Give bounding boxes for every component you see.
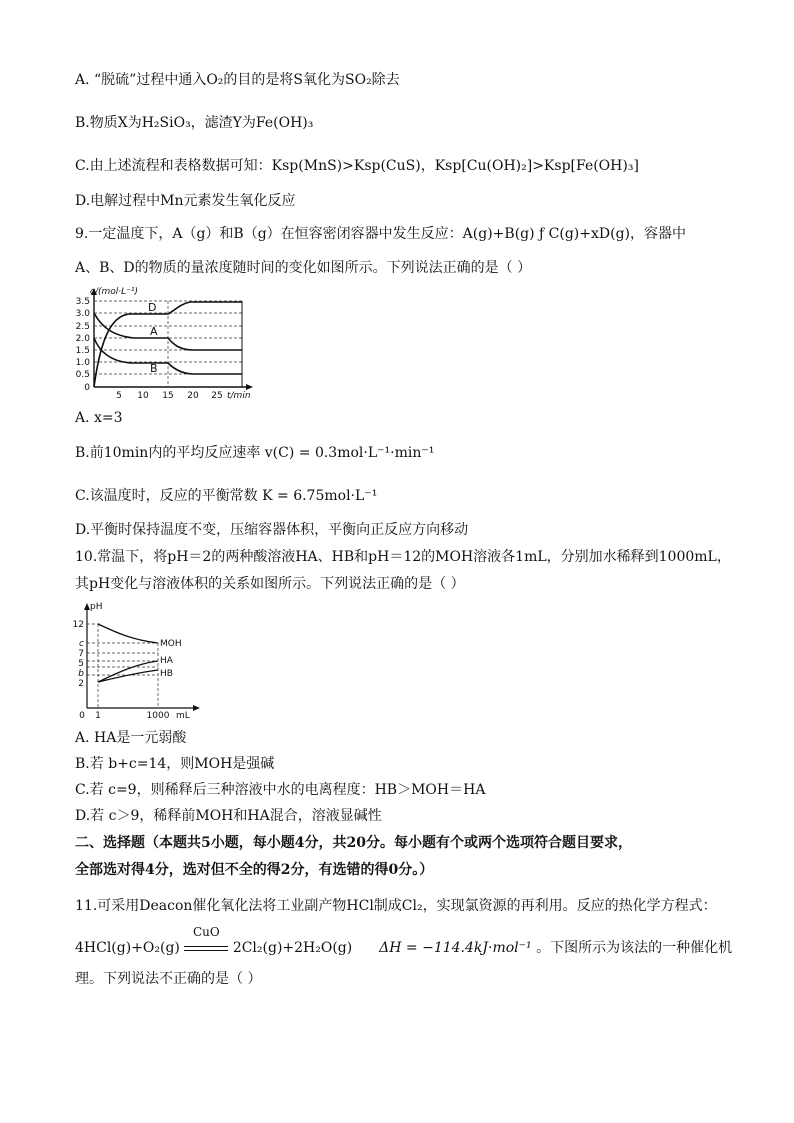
q10-ph-chart (70, 600, 210, 722)
q9-ytick: 0 (84, 383, 90, 393)
q10-y-axis-label: pH (90, 602, 103, 612)
q9-stem-line2: A、B、D的物质的量浓度随时间的变化如图所示。下列说法正确的是（ ） (75, 260, 532, 276)
q10-ytick: 7 (78, 649, 84, 659)
q9-curve-label-a: A (150, 325, 158, 338)
q10-option-b: B.若 b+c=14，则MOH是强碱 (75, 756, 275, 772)
q11-equation-right: 2Cl₂(g)+2H₂O(g) (232, 940, 353, 956)
q10-ytick: 5 (78, 659, 84, 669)
q10-xtick: 1000 (146, 711, 170, 721)
q11-equation-tail: 。下图所示为该法的一种催化机 (536, 940, 733, 956)
q8-option-a: A. “脱硫”过程中通入O₂的目的是将S氧化为SO₂除去 (75, 72, 400, 88)
q11-equation-left: 4HCl(g)+O₂(g) (75, 940, 180, 956)
q9-stem-line1: 9.一定温度下，A（g）和B（g）在恒容密闭容器中发生反应：A(g)+B(g) ƒ C(g)+xD(g)，容器中 (75, 226, 686, 242)
q8-option-c: C.由上述流程和表格数据可知：Ksp(MnS)>Ksp(CuS)，Ksp[Cu(OH)₂]>Ksp[Fe(OH)₃] (75, 158, 639, 174)
q8-option-d: D.电解过程中Mn元素发生氧化反应 (75, 193, 296, 209)
q10-option-c: C.若 c=9，则稀释后三种溶液中水的电离程度：HB＞MOH＝HA (75, 782, 486, 798)
q9-curve-label-d: D (148, 301, 157, 314)
q10-curve-label-ha: HA (160, 656, 173, 666)
q9-xtick: 5 (116, 391, 122, 401)
q9-ytick: 1.5 (75, 346, 90, 356)
q9-x-axis-label: t/min (227, 391, 251, 401)
q10-ytick: b (78, 669, 84, 679)
q10-option-d: D.若 c＞9，稀释前MOH和HA混合，溶液显碱性 (75, 808, 382, 824)
section-2-title-line1: 二、选择题（本题共5小题，每小题4分，共20分。每小题有个或两个选项符合题目要求， (75, 835, 632, 851)
q8-option-b: B.物质X为H₂SiO₃，滤渣Y为Fe(OH)₃ (75, 115, 314, 131)
q9-xtick: 20 (187, 391, 199, 401)
q11-stem-line1: 11.可采用Deacon催化氧化法将工业副产物HCl制成Cl₂，实现氯资源的再利用。反应的热化学方程式： (75, 898, 717, 914)
q9-ytick: 0.5 (75, 370, 90, 380)
q10-x-axis-label: mL (176, 711, 190, 721)
q11-equation-line (75, 925, 733, 958)
q9-ytick: 2.5 (75, 322, 90, 332)
q10-stem-line2: 其pH变化与溶液体积的关系如图所示。下列说法正确的是（ ） (75, 576, 465, 592)
q10-ytick: 2 (78, 679, 84, 689)
q10-xtick: 0 (79, 711, 85, 721)
q10-stem-line1: 10.常温下，将pH＝2的两种酸溶液HA、HB和pH＝12的MOH溶液各1mL，分别加水稀释到1000mL， (75, 549, 731, 565)
q9-xtick: 25 (211, 391, 223, 401)
q9-option-a: A. x=3 (75, 410, 123, 426)
q11-equation-arrow (184, 925, 228, 958)
q9-option-b: B.前10min内的平均反应速率 v(C) = 0.3mol·L⁻¹·min⁻¹ (75, 445, 435, 461)
q11-enthalpy: ΔH = −114.4kJ·mol⁻¹ (379, 940, 532, 956)
q10-ytick: c (79, 639, 84, 649)
q9-xtick: 15 (162, 391, 174, 401)
q9-option-d: D.平衡时保持温度不变，压缩容器体积，平衡向正反应方向移动 (75, 522, 469, 538)
q11-catalyst: CuO (192, 925, 220, 939)
q9-y-axis-label: c/(mol·L⁻¹) (90, 287, 139, 297)
q10-xtick: 1 (95, 711, 101, 721)
q9-ytick: 1.0 (75, 358, 90, 368)
q9-concentration-chart (70, 283, 270, 401)
q9-curve-label-b: B (150, 362, 158, 375)
q9-ytick: 3.5 (75, 297, 90, 307)
q9-option-c: C.该温度时，反应的平衡常数 K = 6.75mol·L⁻¹ (75, 488, 378, 504)
q10-curve-label-hb: HB (160, 669, 173, 679)
section-2-title-line2: 全部选对得4分，选对但不全的得2分，有选错的得0分。） (75, 862, 434, 878)
q10-curve-label-moh: MOH (160, 639, 182, 649)
q9-xtick: 10 (137, 391, 149, 401)
q9-ytick: 2.0 (75, 334, 90, 344)
q10-ytick: 12 (72, 620, 84, 630)
q10-option-a: A. HA是一元弱酸 (75, 730, 187, 746)
q11-stem-line3: 理。下列说法不正确的是（ ） (75, 971, 262, 987)
q9-ytick: 3.0 (75, 309, 90, 319)
